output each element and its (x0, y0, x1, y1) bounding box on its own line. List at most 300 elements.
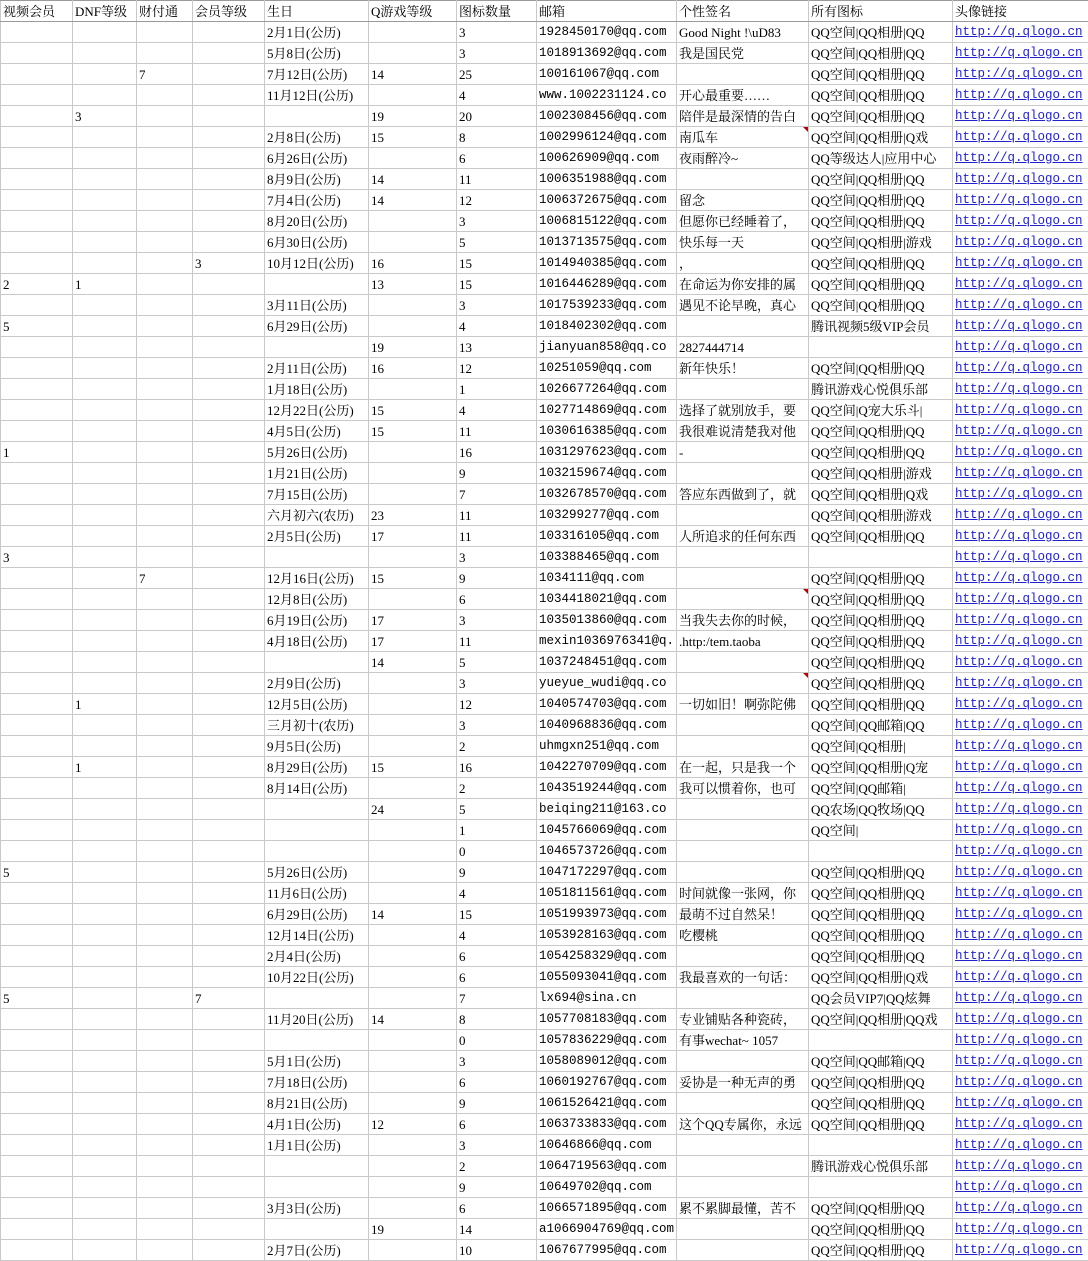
table-row[interactable] (1, 1219, 1088, 1240)
cell-q-game-level[interactable] (369, 442, 457, 463)
cell-all-icons[interactable] (809, 253, 953, 274)
cell-birthday[interactable] (265, 946, 369, 967)
cell-email[interactable] (537, 22, 677, 43)
cell-video-member[interactable] (1, 925, 73, 946)
cell-icon-count[interactable] (457, 484, 537, 505)
cell-icon-count[interactable] (457, 400, 537, 421)
cell-signature[interactable] (677, 22, 809, 43)
cell-dnf-level[interactable] (73, 673, 137, 694)
cell-icon-count[interactable] (457, 274, 537, 295)
cell-q-game-level[interactable] (369, 484, 457, 505)
cell-q-game-level[interactable] (369, 106, 457, 127)
cell-birthday[interactable] (265, 442, 369, 463)
cell-q-game-level[interactable] (369, 463, 457, 484)
cell-q-game-level[interactable] (369, 778, 457, 799)
cell-video-member[interactable] (1, 946, 73, 967)
cell-avatar-link[interactable] (953, 883, 1088, 904)
cell-dnf-level[interactable] (73, 1177, 137, 1198)
cell-birthday[interactable] (265, 1198, 369, 1219)
cell-dnf-level[interactable] (73, 400, 137, 421)
cell-email[interactable] (537, 463, 677, 484)
cell-dnf-level[interactable] (73, 169, 137, 190)
cell-signature[interactable] (677, 736, 809, 757)
cell-q-game-level[interactable] (369, 274, 457, 295)
cell-signature[interactable] (677, 526, 809, 547)
cell-icon-count[interactable] (457, 694, 537, 715)
cell-dnf-level[interactable] (73, 421, 137, 442)
cell-dnf-level[interactable] (73, 442, 137, 463)
cell-avatar-link[interactable] (953, 1177, 1088, 1198)
cell-video-member[interactable] (1, 484, 73, 505)
cell-email[interactable] (537, 1009, 677, 1030)
cell-q-game-level[interactable] (369, 316, 457, 337)
cell-all-icons[interactable] (809, 379, 953, 400)
cell-tenpay[interactable] (137, 400, 193, 421)
cell-birthday[interactable] (265, 526, 369, 547)
cell-q-game-level[interactable] (369, 841, 457, 862)
cell-all-icons[interactable] (809, 610, 953, 631)
cell-email[interactable] (537, 757, 677, 778)
cell-q-game-level[interactable] (369, 148, 457, 169)
avatar-link-anchor[interactable]: http://q.qlogo.cn (955, 823, 1083, 837)
cell-avatar-link[interactable] (953, 379, 1088, 400)
cell-icon-count[interactable] (457, 736, 537, 757)
cell-tenpay[interactable] (137, 106, 193, 127)
cell-avatar-link[interactable] (953, 652, 1088, 673)
cell-video-member[interactable] (1, 148, 73, 169)
cell-dnf-level[interactable] (73, 1156, 137, 1177)
cell-all-icons[interactable] (809, 904, 953, 925)
cell-birthday[interactable] (265, 1240, 369, 1261)
cell-q-game-level[interactable] (369, 1177, 457, 1198)
cell-tenpay[interactable] (137, 673, 193, 694)
cell-q-game-level[interactable] (369, 64, 457, 85)
table-row[interactable] (1, 1198, 1088, 1219)
table-row[interactable] (1, 442, 1088, 463)
cell-birthday[interactable] (265, 883, 369, 904)
cell-video-member[interactable] (1, 1009, 73, 1030)
avatar-link-anchor[interactable]: http://q.qlogo.cn (955, 991, 1083, 1005)
cell-tenpay[interactable] (137, 1093, 193, 1114)
table-row[interactable] (1, 211, 1088, 232)
table-row[interactable] (1, 694, 1088, 715)
cell-tenpay[interactable] (137, 715, 193, 736)
cell-all-icons[interactable] (809, 715, 953, 736)
cell-icon-count[interactable] (457, 442, 537, 463)
table-row[interactable] (1, 757, 1088, 778)
cell-email[interactable] (537, 106, 677, 127)
cell-email[interactable] (537, 253, 677, 274)
cell-birthday[interactable] (265, 862, 369, 883)
cell-all-icons[interactable] (809, 673, 953, 694)
table-row[interactable] (1, 379, 1088, 400)
cell-member-level[interactable] (193, 400, 265, 421)
cell-q-game-level[interactable] (369, 883, 457, 904)
cell-member-level[interactable] (193, 169, 265, 190)
cell-birthday[interactable] (265, 190, 369, 211)
cell-q-game-level[interactable] (369, 694, 457, 715)
cell-member-level[interactable] (193, 1114, 265, 1135)
cell-icon-count[interactable] (457, 1093, 537, 1114)
avatar-link-anchor[interactable]: http://q.qlogo.cn (955, 25, 1083, 39)
cell-tenpay[interactable] (137, 1114, 193, 1135)
cell-email[interactable] (537, 904, 677, 925)
cell-avatar-link[interactable] (953, 568, 1088, 589)
column-header-birthday[interactable]: 生日 (265, 1, 369, 22)
cell-tenpay[interactable] (137, 820, 193, 841)
cell-video-member[interactable] (1, 1198, 73, 1219)
cell-all-icons[interactable] (809, 274, 953, 295)
cell-avatar-link[interactable] (953, 904, 1088, 925)
cell-icon-count[interactable] (457, 127, 537, 148)
cell-avatar-link[interactable] (953, 85, 1088, 106)
cell-icon-count[interactable] (457, 946, 537, 967)
cell-tenpay[interactable] (137, 778, 193, 799)
cell-email[interactable] (537, 232, 677, 253)
cell-icon-count[interactable] (457, 652, 537, 673)
cell-all-icons[interactable] (809, 1093, 953, 1114)
cell-email[interactable] (537, 862, 677, 883)
avatar-link-anchor[interactable]: http://q.qlogo.cn (955, 1075, 1083, 1089)
cell-video-member[interactable] (1, 1135, 73, 1156)
avatar-link-anchor[interactable]: http://q.qlogo.cn (955, 1159, 1083, 1173)
cell-q-game-level[interactable] (369, 799, 457, 820)
cell-birthday[interactable] (265, 925, 369, 946)
column-header-video-member[interactable]: 视频会员 (1, 1, 73, 22)
cell-birthday[interactable] (265, 715, 369, 736)
avatar-link-anchor[interactable]: http://q.qlogo.cn (955, 550, 1083, 564)
avatar-link-anchor[interactable]: http://q.qlogo.cn (955, 1054, 1083, 1068)
cell-signature[interactable] (677, 43, 809, 64)
avatar-link-anchor[interactable]: http://q.qlogo.cn (955, 676, 1083, 690)
cell-avatar-link[interactable] (953, 1135, 1088, 1156)
cell-all-icons[interactable] (809, 757, 953, 778)
cell-video-member[interactable] (1, 883, 73, 904)
cell-signature[interactable] (677, 442, 809, 463)
cell-avatar-link[interactable] (953, 778, 1088, 799)
cell-tenpay[interactable] (137, 841, 193, 862)
table-row[interactable] (1, 400, 1088, 421)
column-header-member-level[interactable]: 会员等级 (193, 1, 265, 22)
cell-member-level[interactable] (193, 1219, 265, 1240)
cell-email[interactable] (537, 421, 677, 442)
cell-member-level[interactable] (193, 820, 265, 841)
cell-avatar-link[interactable] (953, 148, 1088, 169)
cell-all-icons[interactable] (809, 1198, 953, 1219)
cell-birthday[interactable] (265, 589, 369, 610)
table-row[interactable] (1, 421, 1088, 442)
avatar-link-anchor[interactable]: http://q.qlogo.cn (955, 445, 1083, 459)
cell-dnf-level[interactable] (73, 883, 137, 904)
cell-birthday[interactable] (265, 43, 369, 64)
cell-dnf-level[interactable] (73, 253, 137, 274)
cell-avatar-link[interactable] (953, 106, 1088, 127)
cell-video-member[interactable] (1, 1114, 73, 1135)
cell-member-level[interactable] (193, 694, 265, 715)
cell-tenpay[interactable] (137, 568, 193, 589)
table-row[interactable] (1, 946, 1088, 967)
table-row[interactable] (1, 505, 1088, 526)
cell-birthday[interactable] (265, 253, 369, 274)
cell-email[interactable] (537, 1219, 677, 1240)
cell-q-game-level[interactable] (369, 253, 457, 274)
avatar-link-anchor[interactable]: http://q.qlogo.cn (955, 67, 1083, 81)
cell-q-game-level[interactable] (369, 400, 457, 421)
cell-birthday[interactable] (265, 1219, 369, 1240)
cell-member-level[interactable] (193, 148, 265, 169)
cell-video-member[interactable] (1, 1030, 73, 1051)
cell-dnf-level[interactable] (73, 1219, 137, 1240)
cell-tenpay[interactable] (137, 925, 193, 946)
cell-dnf-level[interactable] (73, 211, 137, 232)
cell-all-icons[interactable] (809, 1009, 953, 1030)
cell-video-member[interactable] (1, 1240, 73, 1261)
cell-email[interactable] (537, 1093, 677, 1114)
cell-member-level[interactable] (193, 568, 265, 589)
cell-all-icons[interactable] (809, 946, 953, 967)
cell-birthday[interactable] (265, 673, 369, 694)
cell-tenpay[interactable] (137, 988, 193, 1009)
cell-video-member[interactable] (1, 442, 73, 463)
cell-signature[interactable] (677, 1198, 809, 1219)
cell-member-level[interactable] (193, 316, 265, 337)
cell-email[interactable] (537, 820, 677, 841)
cell-icon-count[interactable] (457, 1240, 537, 1261)
table-row[interactable] (1, 1177, 1088, 1198)
cell-dnf-level[interactable] (73, 295, 137, 316)
cell-tenpay[interactable] (137, 295, 193, 316)
avatar-link-anchor[interactable]: http://q.qlogo.cn (955, 613, 1083, 627)
cell-icon-count[interactable] (457, 526, 537, 547)
cell-all-icons[interactable] (809, 316, 953, 337)
cell-member-level[interactable] (193, 967, 265, 988)
cell-email[interactable] (537, 64, 677, 85)
cell-q-game-level[interactable] (369, 337, 457, 358)
cell-signature[interactable] (677, 694, 809, 715)
cell-q-game-level[interactable] (369, 358, 457, 379)
cell-dnf-level[interactable] (73, 967, 137, 988)
avatar-link-anchor[interactable]: http://q.qlogo.cn (955, 1117, 1083, 1131)
cell-dnf-level[interactable] (73, 652, 137, 673)
cell-member-level[interactable] (193, 631, 265, 652)
cell-all-icons[interactable] (809, 1072, 953, 1093)
avatar-link-anchor[interactable]: http://q.qlogo.cn (955, 1138, 1083, 1152)
cell-signature[interactable] (677, 1072, 809, 1093)
cell-q-game-level[interactable] (369, 925, 457, 946)
cell-avatar-link[interactable] (953, 925, 1088, 946)
cell-dnf-level[interactable] (73, 22, 137, 43)
column-header-all-icons[interactable]: 所有图标 (809, 1, 953, 22)
cell-avatar-link[interactable] (953, 757, 1088, 778)
cell-signature[interactable] (677, 988, 809, 1009)
cell-dnf-level[interactable] (73, 358, 137, 379)
avatar-link-anchor[interactable]: http://q.qlogo.cn (955, 382, 1083, 396)
column-header-email[interactable]: 邮箱 (537, 1, 677, 22)
cell-icon-count[interactable] (457, 22, 537, 43)
cell-member-level[interactable] (193, 463, 265, 484)
cell-video-member[interactable] (1, 169, 73, 190)
cell-q-game-level[interactable] (369, 820, 457, 841)
cell-avatar-link[interactable] (953, 715, 1088, 736)
cell-signature[interactable] (677, 1177, 809, 1198)
cell-email[interactable] (537, 925, 677, 946)
cell-video-member[interactable] (1, 127, 73, 148)
cell-all-icons[interactable] (809, 883, 953, 904)
avatar-link-anchor[interactable]: http://q.qlogo.cn (955, 151, 1083, 165)
cell-birthday[interactable] (265, 1009, 369, 1030)
cell-birthday[interactable] (265, 337, 369, 358)
cell-q-game-level[interactable] (369, 631, 457, 652)
cell-all-icons[interactable] (809, 820, 953, 841)
table-row[interactable] (1, 1156, 1088, 1177)
cell-signature[interactable] (677, 1156, 809, 1177)
cell-avatar-link[interactable] (953, 1240, 1088, 1261)
cell-signature[interactable] (677, 316, 809, 337)
cell-birthday[interactable] (265, 568, 369, 589)
cell-birthday[interactable] (265, 400, 369, 421)
cell-q-game-level[interactable] (369, 526, 457, 547)
cell-tenpay[interactable] (137, 232, 193, 253)
table-row[interactable] (1, 967, 1088, 988)
cell-email[interactable] (537, 589, 677, 610)
cell-birthday[interactable] (265, 85, 369, 106)
cell-member-level[interactable] (193, 1072, 265, 1093)
cell-signature[interactable] (677, 1093, 809, 1114)
table-row[interactable] (1, 358, 1088, 379)
cell-member-level[interactable] (193, 127, 265, 148)
avatar-link-anchor[interactable]: http://q.qlogo.cn (955, 298, 1083, 312)
cell-birthday[interactable] (265, 232, 369, 253)
cell-icon-count[interactable] (457, 967, 537, 988)
cell-video-member[interactable] (1, 1219, 73, 1240)
avatar-link-anchor[interactable]: http://q.qlogo.cn (955, 592, 1083, 606)
cell-tenpay[interactable] (137, 757, 193, 778)
cell-member-level[interactable] (193, 862, 265, 883)
table-row[interactable] (1, 1240, 1088, 1261)
cell-dnf-level[interactable] (73, 757, 137, 778)
cell-birthday[interactable] (265, 148, 369, 169)
cell-member-level[interactable] (193, 421, 265, 442)
cell-email[interactable] (537, 715, 677, 736)
cell-all-icons[interactable] (809, 526, 953, 547)
table-row[interactable] (1, 1072, 1088, 1093)
cell-member-level[interactable] (193, 1135, 265, 1156)
cell-dnf-level[interactable] (73, 484, 137, 505)
cell-tenpay[interactable] (137, 1219, 193, 1240)
avatar-link-anchor[interactable]: http://q.qlogo.cn (955, 1033, 1083, 1047)
cell-member-level[interactable] (193, 232, 265, 253)
cell-video-member[interactable] (1, 85, 73, 106)
cell-icon-count[interactable] (457, 799, 537, 820)
cell-birthday[interactable] (265, 841, 369, 862)
cell-member-level[interactable] (193, 1009, 265, 1030)
cell-q-game-level[interactable] (369, 421, 457, 442)
table-row[interactable] (1, 22, 1088, 43)
cell-video-member[interactable] (1, 631, 73, 652)
avatar-link-anchor[interactable]: http://q.qlogo.cn (955, 886, 1083, 900)
cell-member-level[interactable] (193, 1051, 265, 1072)
cell-birthday[interactable] (265, 484, 369, 505)
cell-tenpay[interactable] (137, 1156, 193, 1177)
cell-icon-count[interactable] (457, 673, 537, 694)
cell-video-member[interactable] (1, 988, 73, 1009)
cell-tenpay[interactable] (137, 652, 193, 673)
cell-birthday[interactable] (265, 1177, 369, 1198)
cell-avatar-link[interactable] (953, 988, 1088, 1009)
cell-signature[interactable] (677, 841, 809, 862)
cell-all-icons[interactable] (809, 1240, 953, 1261)
cell-icon-count[interactable] (457, 1135, 537, 1156)
cell-dnf-level[interactable] (73, 799, 137, 820)
cell-video-member[interactable] (1, 22, 73, 43)
cell-avatar-link[interactable] (953, 64, 1088, 85)
cell-avatar-link[interactable] (953, 274, 1088, 295)
cell-member-level[interactable] (193, 358, 265, 379)
avatar-link-anchor[interactable]: http://q.qlogo.cn (955, 529, 1083, 543)
cell-member-level[interactable] (193, 211, 265, 232)
cell-email[interactable] (537, 610, 677, 631)
cell-signature[interactable] (677, 421, 809, 442)
cell-icon-count[interactable] (457, 820, 537, 841)
cell-all-icons[interactable] (809, 337, 953, 358)
cell-avatar-link[interactable] (953, 526, 1088, 547)
cell-q-game-level[interactable] (369, 505, 457, 526)
cell-member-level[interactable] (193, 526, 265, 547)
table-row[interactable] (1, 43, 1088, 64)
table-row[interactable] (1, 337, 1088, 358)
cell-all-icons[interactable] (809, 1051, 953, 1072)
table-row[interactable] (1, 85, 1088, 106)
cell-signature[interactable] (677, 778, 809, 799)
cell-signature[interactable] (677, 505, 809, 526)
column-header-avatar-link[interactable]: 头像链接 (953, 1, 1088, 22)
avatar-link-anchor[interactable]: http://q.qlogo.cn (955, 235, 1083, 249)
cell-icon-count[interactable] (457, 883, 537, 904)
cell-signature[interactable] (677, 547, 809, 568)
cell-email[interactable] (537, 946, 677, 967)
cell-avatar-link[interactable] (953, 820, 1088, 841)
cell-tenpay[interactable] (137, 1030, 193, 1051)
cell-signature[interactable] (677, 1135, 809, 1156)
cell-member-level[interactable] (193, 1177, 265, 1198)
cell-dnf-level[interactable] (73, 946, 137, 967)
table-row[interactable] (1, 148, 1088, 169)
cell-email[interactable] (537, 505, 677, 526)
cell-dnf-level[interactable] (73, 463, 137, 484)
cell-signature[interactable] (677, 64, 809, 85)
cell-avatar-link[interactable] (953, 1072, 1088, 1093)
cell-birthday[interactable] (265, 1093, 369, 1114)
cell-member-level[interactable] (193, 22, 265, 43)
cell-signature[interactable] (677, 337, 809, 358)
cell-member-level[interactable] (193, 589, 265, 610)
cell-video-member[interactable] (1, 358, 73, 379)
cell-q-game-level[interactable] (369, 232, 457, 253)
cell-all-icons[interactable] (809, 778, 953, 799)
cell-birthday[interactable] (265, 778, 369, 799)
cell-avatar-link[interactable] (953, 1219, 1088, 1240)
cell-video-member[interactable] (1, 1093, 73, 1114)
cell-email[interactable] (537, 841, 677, 862)
cell-all-icons[interactable] (809, 127, 953, 148)
cell-member-level[interactable] (193, 652, 265, 673)
cell-video-member[interactable] (1, 652, 73, 673)
cell-birthday[interactable] (265, 988, 369, 1009)
avatar-link-anchor[interactable]: http://q.qlogo.cn (955, 655, 1083, 669)
cell-avatar-link[interactable] (953, 736, 1088, 757)
cell-birthday[interactable] (265, 22, 369, 43)
table-row[interactable] (1, 274, 1088, 295)
